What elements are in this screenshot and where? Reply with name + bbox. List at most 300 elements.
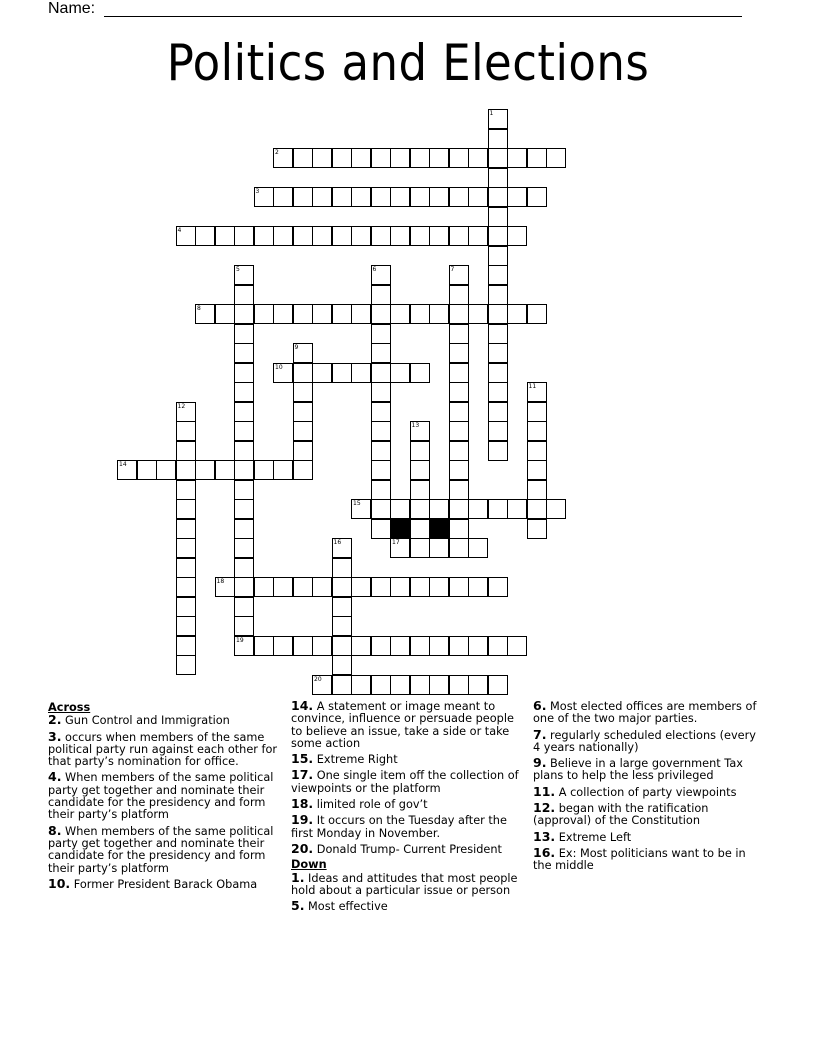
grid-cell[interactable] <box>215 304 235 324</box>
grid-cell[interactable] <box>507 226 527 246</box>
clue-text: When members of the same political party get together and nominate their candidate for the presidency and form their party’s platform <box>48 824 274 875</box>
grid-cell[interactable] <box>371 324 391 344</box>
grid-cell[interactable] <box>429 187 449 207</box>
grid-cell[interactable] <box>254 636 274 656</box>
grid-cell[interactable] <box>546 499 566 519</box>
grid-cell[interactable] <box>234 441 254 461</box>
clue-item <box>533 726 765 755</box>
cell-number: 18 <box>216 578 225 585</box>
grid-cell[interactable] <box>293 421 313 441</box>
grid-cell[interactable] <box>449 675 469 695</box>
grid-cell[interactable] <box>429 226 449 246</box>
grid-cell[interactable] <box>234 285 254 305</box>
grid-cell[interactable] <box>410 363 430 383</box>
grid-cell[interactable] <box>488 499 508 519</box>
clue-number: 5. <box>291 898 305 914</box>
grid-cell[interactable] <box>234 304 254 324</box>
grid-cell[interactable] <box>195 226 215 246</box>
grid-cell[interactable] <box>293 304 313 324</box>
grid-cell[interactable] <box>195 304 215 324</box>
clue-text: began with the ratification (approval) of the Constitution <box>533 802 709 828</box>
grid-cell[interactable] <box>527 187 547 207</box>
clue-text: Ideas and attitudes that most people hold about a particular issue or person <box>291 871 518 897</box>
grid-cell[interactable] <box>176 421 196 441</box>
grid-cell[interactable] <box>429 499 449 519</box>
grid-cell[interactable] <box>176 402 196 422</box>
grid-cell[interactable] <box>371 441 391 461</box>
grid-cell[interactable] <box>468 304 488 324</box>
grid-cell[interactable] <box>390 499 410 519</box>
grid-cell[interactable] <box>273 304 293 324</box>
grid-cell[interactable] <box>488 226 508 246</box>
grid-cell[interactable] <box>176 577 196 597</box>
grid-cell[interactable] <box>371 187 391 207</box>
grid-cell[interactable] <box>273 363 293 383</box>
clue-item <box>48 822 280 875</box>
clue-text: Most effective <box>308 900 388 914</box>
grid-cell[interactable] <box>351 499 371 519</box>
grid-cell[interactable] <box>507 148 527 168</box>
grid-cell[interactable] <box>429 538 449 558</box>
grid-cell[interactable] <box>410 519 430 539</box>
grid-cell[interactable] <box>468 636 488 656</box>
grid-cell[interactable] <box>507 304 527 324</box>
grid-cell[interactable] <box>176 616 196 636</box>
grid-cell[interactable] <box>332 577 352 597</box>
grid-cell[interactable] <box>488 168 508 188</box>
clue-text: A statement or image meant to convince, influence or persuade people to believe an issue, take a side or take some action <box>291 700 514 750</box>
clue-text: regularly scheduled elections (every 4 years nationally) <box>533 728 756 754</box>
grid-cell[interactable] <box>312 675 332 695</box>
grid-cell[interactable] <box>273 148 293 168</box>
clue-item <box>48 875 280 891</box>
grid-cell[interactable] <box>488 363 508 383</box>
grid-cell[interactable] <box>234 480 254 500</box>
grid-cell[interactable] <box>176 519 196 539</box>
grid-cell[interactable] <box>312 577 332 597</box>
grid-cell[interactable] <box>410 636 430 656</box>
grid-cell[interactable] <box>234 343 254 363</box>
clue-item <box>291 869 523 898</box>
grid-cell[interactable] <box>527 304 547 324</box>
cell-number: 8 <box>197 305 201 312</box>
grid-cell[interactable] <box>371 304 391 324</box>
grid-cell[interactable] <box>390 187 410 207</box>
grid-cell[interactable] <box>254 460 274 480</box>
grid-cell[interactable] <box>488 675 508 695</box>
grid-cell[interactable] <box>410 187 430 207</box>
grid-cell[interactable] <box>312 363 332 383</box>
grid-cell[interactable] <box>293 363 313 383</box>
grid-cell[interactable] <box>449 285 469 305</box>
grid-cell[interactable] <box>488 304 508 324</box>
grid-cell[interactable] <box>312 636 332 656</box>
grid-cell[interactable] <box>390 148 410 168</box>
grid-cell[interactable] <box>215 226 235 246</box>
grid-cell[interactable] <box>332 304 352 324</box>
cell-number: 13 <box>411 422 420 429</box>
grid-cell[interactable] <box>351 577 371 597</box>
clue-number: 10. <box>48 875 71 891</box>
grid-cell[interactable] <box>137 460 157 480</box>
grid-cell[interactable] <box>527 402 547 422</box>
grid-cell[interactable] <box>527 519 547 539</box>
grid-cell[interactable] <box>332 148 352 168</box>
grid-cell[interactable] <box>449 636 469 656</box>
grid-cell[interactable] <box>449 226 469 246</box>
grid-cell[interactable] <box>390 675 410 695</box>
grid-cell[interactable] <box>254 577 274 597</box>
cell-number: 5 <box>236 266 240 273</box>
clue-item <box>48 728 280 769</box>
grid-cell[interactable] <box>234 324 254 344</box>
clue-text: occurs when members of the same political party run against each other for that party’s nomination for office. <box>48 730 278 769</box>
clue-number: 12. <box>533 800 556 816</box>
grid-cell[interactable] <box>449 577 469 597</box>
grid-cell[interactable] <box>468 675 488 695</box>
grid-cell[interactable] <box>488 577 508 597</box>
grid-cell[interactable] <box>410 480 430 500</box>
clue-number: 1. <box>291 869 305 885</box>
grid-cell[interactable] <box>527 499 547 519</box>
grid-cell[interactable] <box>293 402 313 422</box>
grid-cell[interactable] <box>332 363 352 383</box>
grid-cell[interactable] <box>234 421 254 441</box>
grid-cell[interactable] <box>371 675 391 695</box>
grid-cell[interactable] <box>176 558 196 578</box>
cell-number: 11 <box>528 383 537 390</box>
grid-cell[interactable] <box>273 187 293 207</box>
grid-cell[interactable] <box>390 363 410 383</box>
grid-cell[interactable] <box>449 304 469 324</box>
cell-number: 4 <box>177 227 182 234</box>
grid-cell[interactable] <box>332 636 352 656</box>
clue-text: Ex: Most politicians want to be in the middle <box>533 846 746 873</box>
grid-cell[interactable] <box>527 382 547 402</box>
grid-cell[interactable] <box>449 324 469 344</box>
grid-cell[interactable] <box>234 382 254 402</box>
cell-number: 19 <box>236 636 244 644</box>
clue-item <box>533 844 765 873</box>
grid-cell[interactable] <box>371 285 391 305</box>
grid-cell[interactable] <box>312 187 332 207</box>
grid-cell[interactable] <box>429 148 449 168</box>
grid-cell[interactable] <box>371 402 391 422</box>
grid-cell[interactable] <box>351 148 371 168</box>
grid-cell[interactable] <box>234 577 254 597</box>
grid-cell[interactable] <box>234 460 254 480</box>
grid-cell[interactable] <box>410 421 430 441</box>
clue-number: 13. <box>533 828 556 844</box>
grid-cell[interactable] <box>410 460 430 480</box>
grid-cell[interactable] <box>371 421 391 441</box>
grid-cell[interactable] <box>351 363 371 383</box>
grid-cell[interactable] <box>351 675 371 695</box>
grid-cell[interactable] <box>449 382 469 402</box>
grid-cell[interactable] <box>332 187 352 207</box>
grid-cell[interactable] <box>176 460 196 480</box>
grid-cell[interactable] <box>390 577 410 597</box>
grid-cell[interactable] <box>488 148 508 168</box>
grid-cell[interactable] <box>468 187 488 207</box>
cell-number: 6 <box>372 266 377 273</box>
grid-cell[interactable] <box>234 499 254 519</box>
grid-cell[interactable] <box>117 460 137 480</box>
grid-cell[interactable] <box>195 460 215 480</box>
grid-cell[interactable] <box>273 460 293 480</box>
grid-cell[interactable] <box>332 655 352 675</box>
grid-cell[interactable] <box>254 304 274 324</box>
grid-cell[interactable] <box>371 636 391 656</box>
grid-cell[interactable] <box>293 441 313 461</box>
clue-text: Gun Control and Immigration <box>65 714 230 728</box>
clue-number: 2. <box>48 712 62 728</box>
grid-cell[interactable] <box>215 460 235 480</box>
grid-cell[interactable] <box>449 460 469 480</box>
grid-cell[interactable] <box>176 226 196 246</box>
grid-cell[interactable] <box>254 226 274 246</box>
grid-cell[interactable] <box>371 343 391 363</box>
grid-cell[interactable] <box>234 616 254 636</box>
grid-cell[interactable] <box>488 441 508 461</box>
grid-cell[interactable] <box>488 129 508 149</box>
grid-cell[interactable] <box>293 577 313 597</box>
across-heading: Across <box>48 701 91 714</box>
grid-cell[interactable] <box>527 148 547 168</box>
grid-cell[interactable] <box>488 109 508 129</box>
grid-cell[interactable] <box>312 226 332 246</box>
clue-item <box>291 700 523 750</box>
grid-cell[interactable] <box>527 441 547 461</box>
grid-cell[interactable] <box>351 304 371 324</box>
cell-number: 1 <box>489 110 494 117</box>
grid-cell[interactable] <box>488 285 508 305</box>
grid-cell[interactable] <box>293 148 313 168</box>
grid-cell[interactable] <box>176 480 196 500</box>
grid-cell[interactable] <box>449 187 469 207</box>
cell-number: 3 <box>255 188 260 195</box>
grid-cell[interactable] <box>449 265 469 285</box>
grid-cell[interactable] <box>351 226 371 246</box>
grid-cell[interactable] <box>410 675 430 695</box>
clue-item <box>291 900 523 913</box>
grid-cell[interactable] <box>293 226 313 246</box>
grid-cell[interactable] <box>468 577 488 597</box>
grid-cell[interactable] <box>176 441 196 461</box>
cell-number: 7 <box>450 266 455 273</box>
clue-text: It occurs on the Tuesday after the first Monday in November. <box>291 814 507 840</box>
clue-text: Believe in a large government Tax plans to help the less privileged <box>533 757 743 783</box>
grid-cell[interactable] <box>332 538 352 558</box>
grid-cell[interactable] <box>468 538 488 558</box>
grid-cell[interactable] <box>468 226 488 246</box>
grid-cell[interactable] <box>488 207 508 227</box>
black-cell <box>390 519 410 539</box>
clue-number: 14. <box>291 698 314 713</box>
grid-cell[interactable] <box>527 480 547 500</box>
grid-cell[interactable] <box>488 265 508 285</box>
grid-cell[interactable] <box>332 616 352 636</box>
grid-cell[interactable] <box>332 675 352 695</box>
clue-item <box>48 714 280 727</box>
grid-cell[interactable] <box>488 421 508 441</box>
grid-cell[interactable] <box>273 636 293 656</box>
grid-cell[interactable] <box>351 636 371 656</box>
grid-cell[interactable] <box>429 577 449 597</box>
grid-cell[interactable] <box>410 148 430 168</box>
grid-cell[interactable] <box>293 636 313 656</box>
grid-cell[interactable] <box>332 226 352 246</box>
clues-column-1 <box>48 700 280 894</box>
grid-cell[interactable] <box>468 499 488 519</box>
grid-cell[interactable] <box>488 382 508 402</box>
grid-cell[interactable] <box>176 597 196 617</box>
grid-cell[interactable] <box>429 675 449 695</box>
grid-cell[interactable] <box>332 558 352 578</box>
grid-cell[interactable] <box>254 187 274 207</box>
black-cell <box>429 519 449 539</box>
grid-cell[interactable] <box>410 226 430 246</box>
grid-cell[interactable] <box>468 148 488 168</box>
grid-cell[interactable] <box>488 187 508 207</box>
cell-number: 14 <box>119 461 127 468</box>
grid-cell[interactable] <box>410 499 430 519</box>
cell-number: 20 <box>314 675 322 683</box>
grid-cell[interactable] <box>176 499 196 519</box>
grid-cell[interactable] <box>371 226 391 246</box>
clue-text: limited role of gov’t <box>316 798 428 812</box>
grid-cell[interactable] <box>371 382 391 402</box>
grid-cell[interactable] <box>234 597 254 617</box>
page-title: Politics and Elections <box>166 34 650 92</box>
clue-number: 8. <box>48 822 62 838</box>
grid-cell[interactable] <box>293 382 313 402</box>
clue-number: 17. <box>291 767 314 783</box>
clue-number: 3. <box>48 728 62 744</box>
grid-cell[interactable] <box>507 187 527 207</box>
grid-cell[interactable] <box>488 636 508 656</box>
grid-cell[interactable] <box>527 421 547 441</box>
clue-item <box>533 802 765 828</box>
grid-cell[interactable] <box>371 148 391 168</box>
down-heading: Down <box>291 858 327 872</box>
cell-number: 10 <box>275 363 283 371</box>
grid-cell[interactable] <box>449 343 469 363</box>
grid-cell[interactable] <box>507 636 527 656</box>
clue-number: 4. <box>48 769 62 785</box>
grid-cell[interactable] <box>390 538 410 558</box>
grid-cell[interactable] <box>234 226 254 246</box>
grid-cell[interactable] <box>234 363 254 383</box>
grid-cell[interactable] <box>449 480 469 500</box>
clue-item <box>533 757 765 783</box>
grid-cell[interactable] <box>546 148 566 168</box>
grid-cell[interactable] <box>390 226 410 246</box>
cell-number: 17 <box>392 539 400 546</box>
cell-number: 2 <box>275 149 279 156</box>
grid-cell[interactable] <box>371 363 391 383</box>
grid-cell[interactable] <box>527 460 547 480</box>
grid-cell[interactable] <box>371 499 391 519</box>
grid-cell[interactable] <box>293 343 313 363</box>
grid-cell[interactable] <box>234 402 254 422</box>
grid-cell[interactable] <box>488 343 508 363</box>
grid-cell[interactable] <box>410 538 430 558</box>
grid-cell[interactable] <box>449 441 469 461</box>
grid-cell[interactable] <box>488 324 508 344</box>
grid-cell[interactable] <box>390 304 410 324</box>
clue-text: One single item off the collection of viewpoints or the platform <box>291 769 519 795</box>
grid-cell[interactable] <box>312 148 332 168</box>
clue-number: 16. <box>533 844 556 860</box>
grid-cell[interactable] <box>410 441 430 461</box>
grid-cell[interactable] <box>390 636 410 656</box>
grid-cell[interactable] <box>449 499 469 519</box>
grid-cell[interactable] <box>215 577 235 597</box>
grid-cell[interactable] <box>371 480 391 500</box>
clues-column-2 <box>291 700 523 916</box>
clue-number: 11. <box>533 783 556 799</box>
grid-cell[interactable] <box>371 577 391 597</box>
grid-cell[interactable] <box>449 402 469 422</box>
grid-cell[interactable] <box>234 558 254 578</box>
grid-cell[interactable] <box>351 187 371 207</box>
grid-cell[interactable] <box>273 226 293 246</box>
clue-text: Extreme Right <box>316 753 398 767</box>
clue-number: 18. <box>291 796 314 812</box>
grid-cell[interactable] <box>449 421 469 441</box>
grid-cell[interactable] <box>371 519 391 539</box>
grid-cell[interactable] <box>488 402 508 422</box>
grid-cell[interactable] <box>410 304 430 324</box>
grid-cell[interactable] <box>371 265 391 285</box>
grid-cell[interactable] <box>410 577 430 597</box>
grid-cell[interactable] <box>293 460 313 480</box>
grid-cell[interactable] <box>449 363 469 383</box>
grid-cell[interactable] <box>156 460 176 480</box>
grid-cell[interactable] <box>176 655 196 675</box>
clue-text: Former President Barack Obama <box>73 877 258 891</box>
grid-cell[interactable] <box>332 597 352 617</box>
grid-cell[interactable] <box>273 577 293 597</box>
grid-cell[interactable] <box>234 519 254 539</box>
grid-cell[interactable] <box>507 499 527 519</box>
grid-cell[interactable] <box>429 636 449 656</box>
clue-text: A collection of party viewpoints <box>558 785 737 799</box>
grid-cell[interactable] <box>371 460 391 480</box>
grid-cell[interactable] <box>449 148 469 168</box>
grid-cell[interactable] <box>449 538 469 558</box>
grid-cell[interactable] <box>234 636 254 656</box>
grid-cell[interactable] <box>449 519 469 539</box>
grid-cell[interactable] <box>234 265 254 285</box>
grid-cell[interactable] <box>293 187 313 207</box>
clue-text: Most elected offices are members of one of the two major parties. <box>533 700 757 726</box>
clue-text: Donald Trump- Current President <box>316 842 502 856</box>
clue-number: 20. <box>291 840 314 856</box>
clue-item <box>291 840 523 856</box>
grid-cell[interactable] <box>312 304 332 324</box>
grid-cell[interactable] <box>429 304 449 324</box>
cell-number: 16 <box>333 539 342 546</box>
cell-number: 15 <box>353 500 361 507</box>
grid-cell[interactable] <box>176 636 196 656</box>
grid-cell[interactable] <box>488 246 508 266</box>
clue-item <box>48 771 280 821</box>
grid-cell[interactable] <box>176 538 196 558</box>
clue-item <box>291 769 523 795</box>
grid-cell[interactable] <box>234 538 254 558</box>
